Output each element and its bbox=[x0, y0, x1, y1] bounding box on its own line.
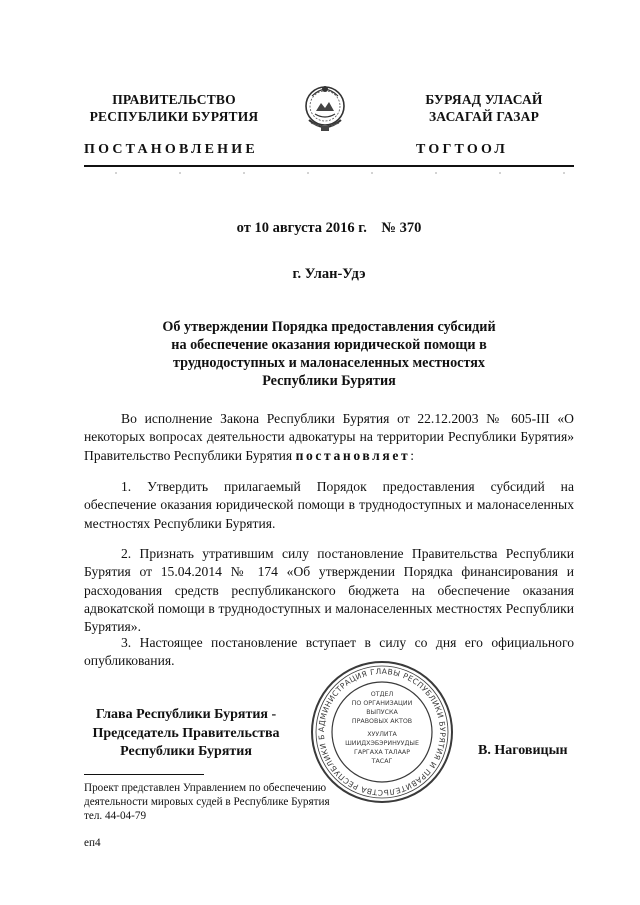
header-rule bbox=[84, 165, 574, 167]
header-left-line1: ПРАВИТЕЛЬСТВО bbox=[112, 92, 236, 107]
stamp-line-3: ВЫПУСКА bbox=[366, 709, 398, 716]
signature-title bbox=[84, 706, 288, 762]
footer-line2: деятельности мировых судей в Республике Бурятия bbox=[84, 796, 330, 808]
header-left-title bbox=[84, 91, 264, 125]
header-dotted-rule bbox=[84, 171, 574, 175]
doc-type-left: ПОСТАНОВЛЕНИЕ bbox=[84, 142, 258, 157]
stamp-line-4: ПРАВОВЫХ АКТОВ bbox=[351, 718, 413, 725]
item-1 bbox=[84, 478, 574, 533]
title-line4: Республики Бурятия bbox=[262, 373, 396, 389]
stamp-line-8: ТАСАГ bbox=[371, 758, 393, 765]
stamp-ring-text: АДМИНИСТРАЦИЯ ГЛАВЫ РЕСПУБЛИКИ БУРЯТИЯ И ПРАВИТЕЛЬСТВА РЕСПУБЛИКИ Б bbox=[316, 666, 448, 798]
coat-of-arms-icon bbox=[299, 76, 351, 138]
signature-line2: Председатель Правительства bbox=[92, 725, 280, 741]
stamp-line-2: ПО ОРГАНИЗАЦИИ bbox=[351, 700, 413, 707]
title-line1: Об утверждении Порядка предоставления субсидий bbox=[162, 319, 496, 335]
signatory-name: В. Наговицын bbox=[478, 743, 568, 758]
footer-note bbox=[84, 781, 330, 823]
header-left-line2: РЕСПУБЛИКИ БУРЯТИЯ bbox=[89, 109, 259, 124]
round-seal-icon bbox=[309, 659, 455, 805]
document-title bbox=[84, 318, 574, 390]
footer-line1: Проект представлен Управлением по обеспечению bbox=[84, 782, 327, 794]
stamp-line-6: ШИИДХЭБЭРИНУУДЫЕ bbox=[345, 740, 419, 747]
stamp-line-1: ОТДЕЛ bbox=[370, 691, 394, 698]
footer-code: еп4 bbox=[84, 837, 101, 849]
item-2 bbox=[84, 545, 574, 636]
doc-type-right: ТОГТООЛ bbox=[416, 142, 509, 157]
svg-text:АДМИНИСТРАЦИЯ ГЛАВЫ РЕСПУБЛИКИ bbox=[309, 659, 447, 797]
decree-word: постановляет bbox=[295, 447, 411, 463]
item-1-text: 1. Утвердить прилагаемый Порядок предоставления субсидий на обеспечение оказания юридической помощи в труднодоступных и малонаселенных местностях Республики Бурятия. bbox=[84, 479, 574, 531]
signature-line3: Республики Бурятия bbox=[120, 744, 252, 759]
stamp-line-7: ГАРГАХА ТАЛААР bbox=[353, 749, 411, 756]
stamp-line-5: ХУУЛИТА bbox=[367, 731, 397, 738]
title-line3: труднодоступных и малонаселенных местностях bbox=[172, 355, 486, 371]
item-2-text: 2. Признать утратившим силу постановление Правительства Республики Бурятия от 15.04.2014 № 174 «Об утверждении Порядка финансирования и расходования средств республиканского бюджета на обеспечение оказания адвокатской помощи в труднодоступных и малонаселенных местностях Республики Бурятия». bbox=[84, 546, 574, 635]
item-3-text: 3. Настоящее постановление вступает в силу со дня его официального опубликования. bbox=[84, 635, 574, 669]
decree-colon: : bbox=[410, 447, 415, 463]
header-right-line1: БУРЯАД УЛАСАЙ bbox=[425, 92, 543, 107]
footer-rule bbox=[84, 774, 204, 775]
city: г. Улан-Удэ bbox=[292, 266, 366, 282]
header-right-line2: ЗАСАГАЙ ГАЗАР bbox=[428, 109, 540, 124]
title-line2: на обеспечение оказания юридической помощи в bbox=[171, 337, 487, 353]
signature-line1: Глава Республики Бурятия - bbox=[95, 707, 277, 722]
footer-line3: тел. 44-04-79 bbox=[84, 810, 147, 822]
header-right-title bbox=[394, 91, 574, 125]
intro-paragraph bbox=[84, 410, 574, 465]
intro-text: Во исполнение Закона Республики Бурятия от 22.12.2003 № 605-III «О некоторых вопросах деятельности адвокатуры на территории Республики Бурятия» Правительство Республики Бурятия bbox=[84, 411, 574, 463]
date-number: от 10 августа 2016 г. № 370 bbox=[236, 220, 422, 236]
